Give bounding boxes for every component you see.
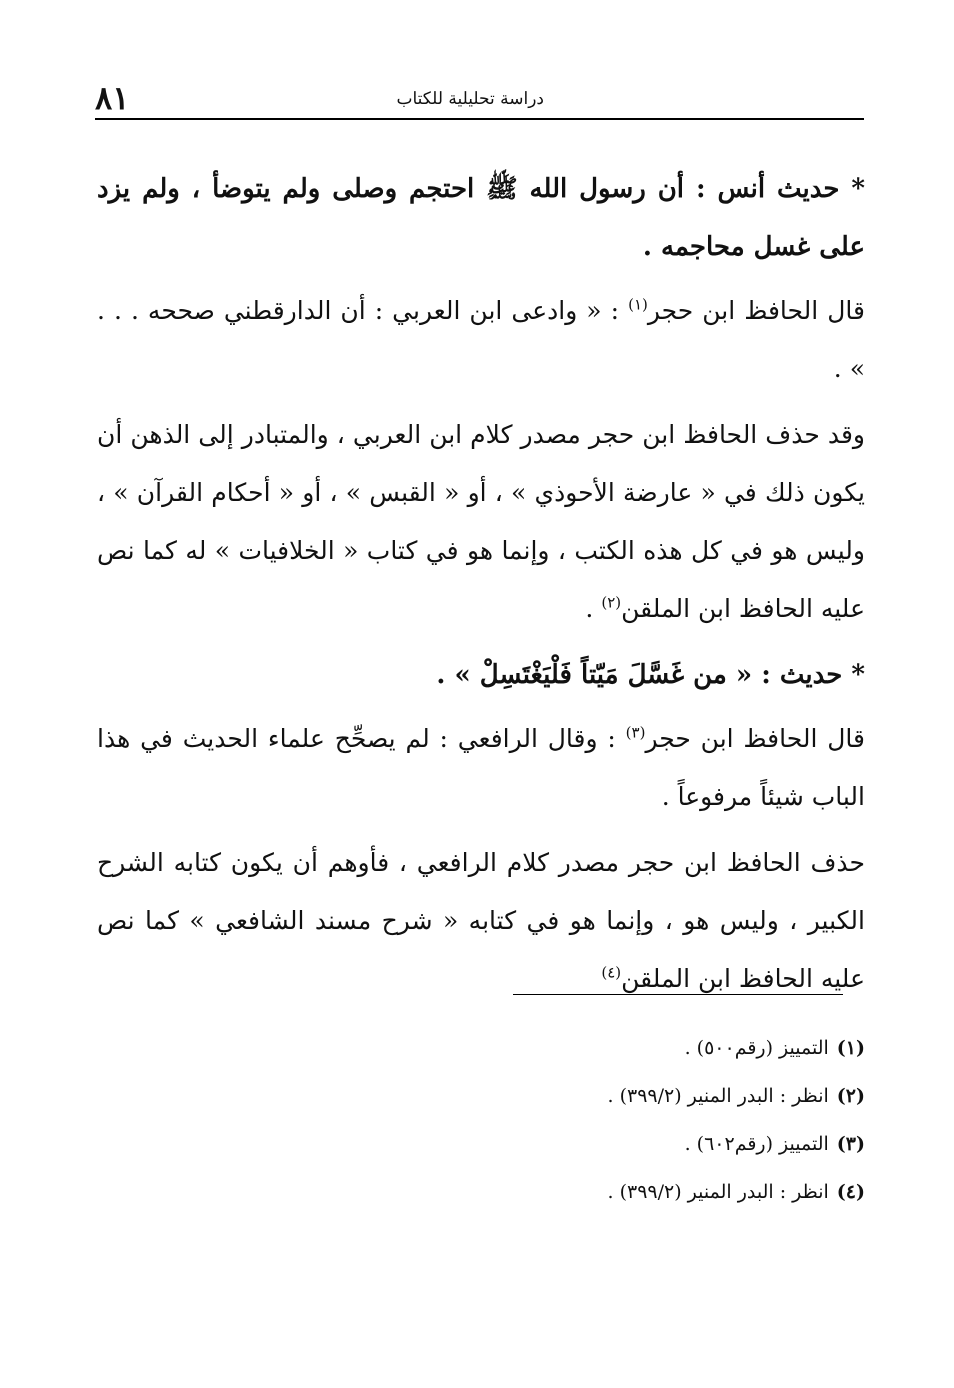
footnote-ref-2[interactable]: (٢) — [601, 593, 622, 612]
footnotes — [300, 1024, 865, 1216]
footnote-2-number: (٢) — [836, 1085, 865, 1107]
footnote-ref-3[interactable]: (٣) — [625, 723, 646, 742]
footnote-2 — [300, 1072, 865, 1120]
commentary-1-text: وقد حذف الحافظ ابن حجر مصدر كلام ابن العربي ، والمتبادر إلى الذهن أن يكون ذلك في « عارضة الأحوذي » ، أو « القبس » ، أو « أحكام القرآن » ، وليس هو في كل هذه الكتب ، وإنما هو في كتاب « الخلافيات » له كما نص عليه الحافظ ابن الملقن — [97, 420, 865, 623]
footnote-3 — [300, 1120, 865, 1168]
footnote-4 — [300, 1168, 865, 1216]
commentary-2-text: حذف الحافظ ابن حجر مصدر كلام الرافعي ، فأوهم أن يكون كتابه الشرح الكبير ، وليس هو ، وإنما هو في كتابه « شرح مسند الشافعي » كما نص عليه الحافظ ابن الملقن — [97, 848, 865, 993]
main-text — [97, 160, 865, 1008]
footnote-4-text: انظر : البدر المنير (٣٩٩/٢) . — [607, 1181, 829, 1203]
quote-2-intro: قال الحافظ ابن حجر — [645, 724, 865, 753]
footnote-ref-4[interactable]: (٤) — [601, 963, 622, 982]
footnote-ref-1[interactable]: (١) — [628, 295, 648, 314]
commentary-1-end: . — [585, 594, 602, 623]
footnote-4-number: (٤) — [836, 1181, 865, 1203]
footnote-1-text: التمييز (رقم٥٠٠) . — [684, 1037, 829, 1059]
header-rule — [95, 118, 864, 120]
running-title: دراسة تحليلية للكتاب — [396, 89, 544, 109]
ibn-hajar-quote-1 — [97, 282, 865, 398]
commentary-1 — [97, 406, 865, 638]
footnote-3-text: التمييز (رقم٦٠٢) . — [684, 1133, 829, 1155]
footnote-3-number: (٣) — [836, 1133, 865, 1155]
ibn-hajar-quote-2 — [97, 710, 865, 826]
hadith-anas-heading: * حديث أنس : أن رسول الله ﷺ احتجم وصلى ولم يتوضأ ، ولم يزد على غسل محاجمه . — [97, 174, 865, 262]
footnote-2-text: انظر : البدر المنير (٣٩٩/٢) . — [607, 1085, 829, 1107]
footnote-rule — [513, 994, 843, 995]
quote-1-intro: قال الحافظ ابن حجر — [647, 296, 865, 325]
hadith-ghusl-heading: * حديث : « من غَسَّلَ مَيّتاً فَلْيَغْتَسِلْ » . — [436, 660, 865, 690]
page-number: ٨١ — [95, 79, 130, 117]
quote-2-text: : وقال الرافعي : لم يصحِّح علماء الحديث في هذا الباب شيئاً مرفوعاً . — [97, 724, 865, 811]
footnote-1-number: (١) — [836, 1037, 865, 1059]
footnote-1 — [300, 1024, 865, 1072]
quote-1-text: : « وادعى ابن العربي : أن الدارقطني صححه . . . » . — [97, 296, 865, 383]
page-header — [95, 78, 864, 118]
commentary-2 — [97, 834, 865, 1008]
